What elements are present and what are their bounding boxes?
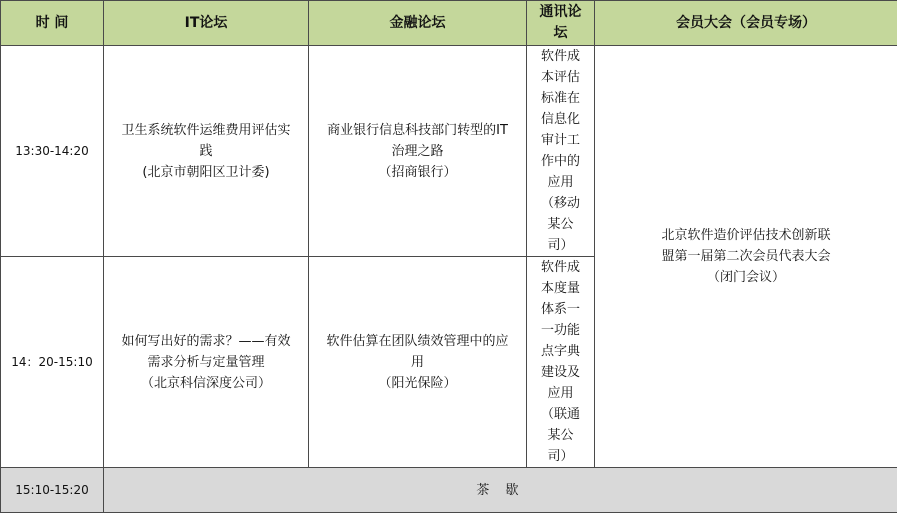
session-time: 14：20-15:10 — [1, 257, 104, 468]
telecom-line: 司） — [547, 238, 574, 253]
telecom-session — [527, 257, 595, 468]
finance-title-line: 用 — [410, 354, 424, 370]
telecom-line: 点字典 — [540, 344, 580, 359]
it-title-line: 需求分析与定量管理 — [147, 354, 265, 370]
it-title-line: 如何写出好的需求？——有效 — [121, 333, 291, 349]
telecom-line: 软件成 — [540, 49, 580, 64]
member-session-note: （闭门会议） — [706, 270, 785, 285]
table-row — [1, 46, 897, 257]
finance-session — [309, 257, 527, 468]
tea-break-time: 15:10-15:20 — [1, 468, 104, 513]
telecom-session — [527, 46, 595, 257]
telecom-line: 软件成 — [540, 260, 580, 275]
telecom-line: 建设及 — [540, 365, 580, 380]
header-finance-forum: 金融论坛 — [309, 1, 527, 46]
it-title-line: 卫生系统软件运维费用评估实 — [121, 122, 291, 138]
header-telecom-line: 坛 — [553, 25, 568, 41]
it-speaker-org: (北京市朝阳区卫计委) — [142, 164, 270, 180]
telecom-line: 某公 — [547, 428, 574, 443]
telecom-line: 本度量 — [540, 281, 580, 296]
finance-title-line: 治理之路 — [391, 143, 444, 159]
telecom-line: 应用 — [547, 386, 574, 401]
session-time: 13:30-14:20 — [1, 46, 104, 257]
header-member-assembly: 会员大会（会员专场） — [595, 1, 897, 46]
header-telecom-forum — [527, 1, 595, 46]
member-session-line: 盟第一届第二次会员代表大会 — [661, 249, 831, 264]
it-session — [104, 257, 309, 468]
it-title-line: 践 — [199, 143, 213, 159]
header-time: 时 间 — [1, 1, 104, 46]
header-it-forum: IT论坛 — [104, 1, 309, 46]
telecom-line: 某公 — [547, 217, 574, 232]
telecom-line: （联通 — [540, 407, 580, 422]
finance-session — [309, 46, 527, 257]
telecom-line: 司） — [547, 449, 574, 464]
telecom-line: 标准在 — [540, 91, 580, 106]
telecom-line: 信息化 — [540, 112, 580, 127]
header-telecom-line: 通讯论 — [539, 4, 582, 20]
finance-title-line: 商业银行信息科技部门转型的IT — [327, 122, 508, 138]
telecom-line: 一功能 — [540, 323, 580, 338]
finance-title-line: 软件估算在团队绩效管理中的应 — [326, 333, 509, 349]
tea-break-label: 茶 歇 — [104, 468, 897, 513]
header-row — [1, 1, 897, 46]
telecom-line: 体系一 — [540, 302, 580, 317]
it-speaker-org: （北京科信深度公司） — [140, 375, 271, 391]
telecom-line: 本评估 — [540, 70, 580, 85]
it-session — [104, 46, 309, 257]
telecom-line: 应用 — [547, 175, 574, 190]
tea-break-row — [1, 468, 897, 513]
finance-speaker-org: （阳光保险） — [378, 375, 457, 391]
telecom-line: 审计工 — [540, 133, 580, 148]
telecom-line: 作中的 — [540, 154, 580, 169]
member-assembly-session — [595, 46, 897, 468]
finance-speaker-org: （招商银行） — [378, 164, 457, 180]
member-session-line: 北京软件造价评估技术创新联 — [661, 228, 831, 243]
telecom-line: （移动 — [540, 196, 580, 211]
